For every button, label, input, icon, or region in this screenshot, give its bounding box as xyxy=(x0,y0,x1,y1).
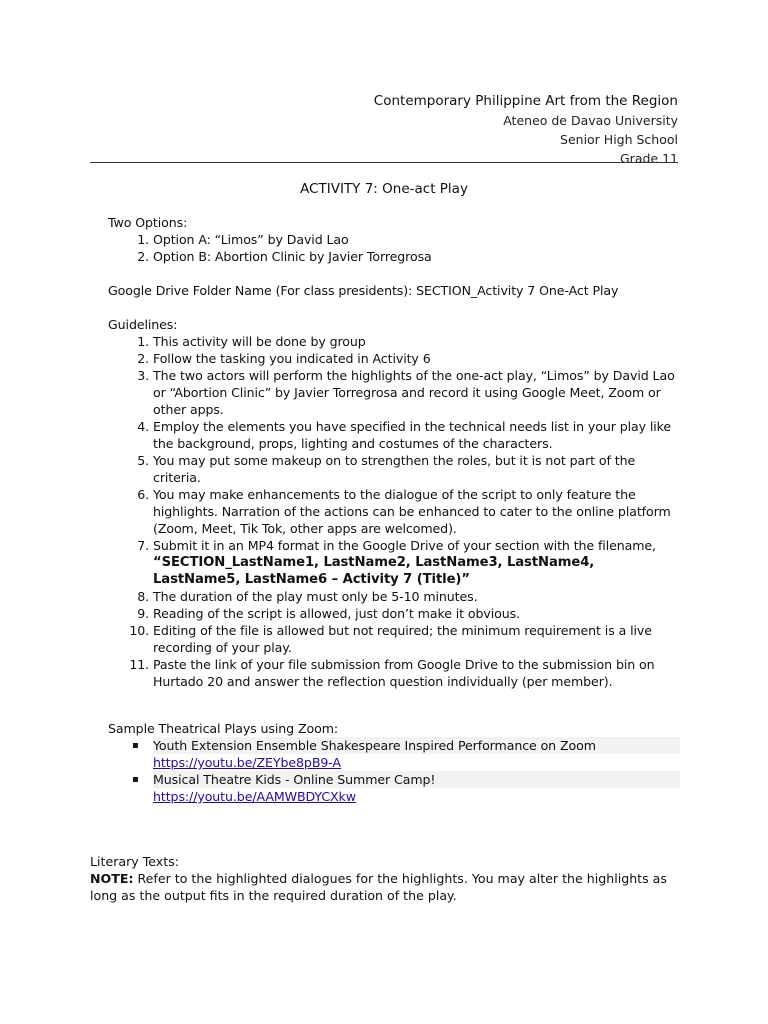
list-item: 6. You may make enhancements to the dialogue of the script to only feature the highlights. Narration of the actions can be enhanced to cater to the online platform (Zoom, Meet, Tik Tok, other apps are welcomed). xyxy=(153,486,678,537)
options-label: Two Options: xyxy=(108,215,188,230)
activity-title: ACTIVITY 7: One-act Play xyxy=(300,181,468,197)
sample-link[interactable]: https://youtu.be/ZEYbe8pB9-A xyxy=(153,755,341,770)
list-item: 1. This activity will be done by group xyxy=(153,333,678,350)
list-item: 2. Option B: Abortion Clinic by Javier Torregrosa xyxy=(153,248,678,265)
note-paragraph xyxy=(90,870,678,904)
document-body xyxy=(108,214,678,805)
list-item: 1. Option A: “Limos” by David Lao xyxy=(153,231,678,248)
literary-texts-section xyxy=(90,853,678,904)
list-item: 4. Employ the elements you have specified in the technical needs list in your play like the background, props, lighting and costumes of the characters. xyxy=(153,418,678,452)
guidelines-label: Guidelines: xyxy=(108,317,178,332)
grade-level: Grade 11 xyxy=(620,151,678,166)
options-list xyxy=(108,231,678,265)
list-item: 11. Paste the link of your file submission from Google Drive to the submission bin on Hurtado 20 and answer the reflection question individually (per member). xyxy=(153,656,678,690)
filename-format: “SECTION_LastName1, LastName2, LastName3, LastName4, LastName5, LastName6 – Activity 7 (Title)” xyxy=(153,555,595,587)
list-item: 10. Editing of the file is allowed but not required; the minimum requirement is a live recording of your play. xyxy=(153,622,678,656)
samples-label: Sample Theatrical Plays using Zoom: xyxy=(108,721,339,736)
guidelines-list xyxy=(108,333,678,690)
folder-name-line: Google Drive Folder Name (For class presidents): SECTION_Activity 7 One-Act Play xyxy=(108,283,619,298)
school-name: Ateneo de Davao University xyxy=(503,113,678,128)
note-label: NOTE: xyxy=(90,871,134,886)
list-item: 2. Follow the tasking you indicated in Activity 6 xyxy=(153,350,678,367)
document-header xyxy=(374,92,678,168)
list-item: 5. You may put some makeup on to strengthen the roles, but it is not part of the criteria. xyxy=(153,452,678,486)
list-item xyxy=(108,737,678,771)
samples-list xyxy=(108,737,678,805)
list-item xyxy=(108,771,678,805)
sample-link[interactable]: https://youtu.be/AAMWBDYCXkw xyxy=(153,789,356,804)
list-item: 8. The duration of the play must only be 5-10 minutes. xyxy=(153,588,678,605)
note-text: Refer to the highlighted dialogues for the highlights. You may alter the highlights as long as the output fits in the required duration of the play. xyxy=(90,871,667,903)
school-level: Senior High School xyxy=(560,132,678,147)
list-item: 3. The two actors will perform the highlights of the one-act play, “Limos” by David Lao or “Abortion Clinic” by Javier Torregrosa and record it using Google Meet, Zoom or other apps. xyxy=(153,367,678,418)
literary-label: Literary Texts: xyxy=(90,854,180,869)
submission-instruction: Submit it in an MP4 format in the Google Drive of your section with the filename, xyxy=(153,538,656,553)
sample-title: ▪ Youth Extension Ensemble Shakespeare Inspired Performance on Zoom xyxy=(153,737,680,754)
list-item xyxy=(153,537,678,588)
list-item: 9. Reading of the script is allowed, just don’t make it obvious. xyxy=(153,605,678,622)
header-divider xyxy=(90,162,678,163)
course-title: Contemporary Philippine Art from the Region xyxy=(373,93,678,109)
sample-title: ▪ Musical Theatre Kids - Online Summer Camp! xyxy=(153,771,680,788)
